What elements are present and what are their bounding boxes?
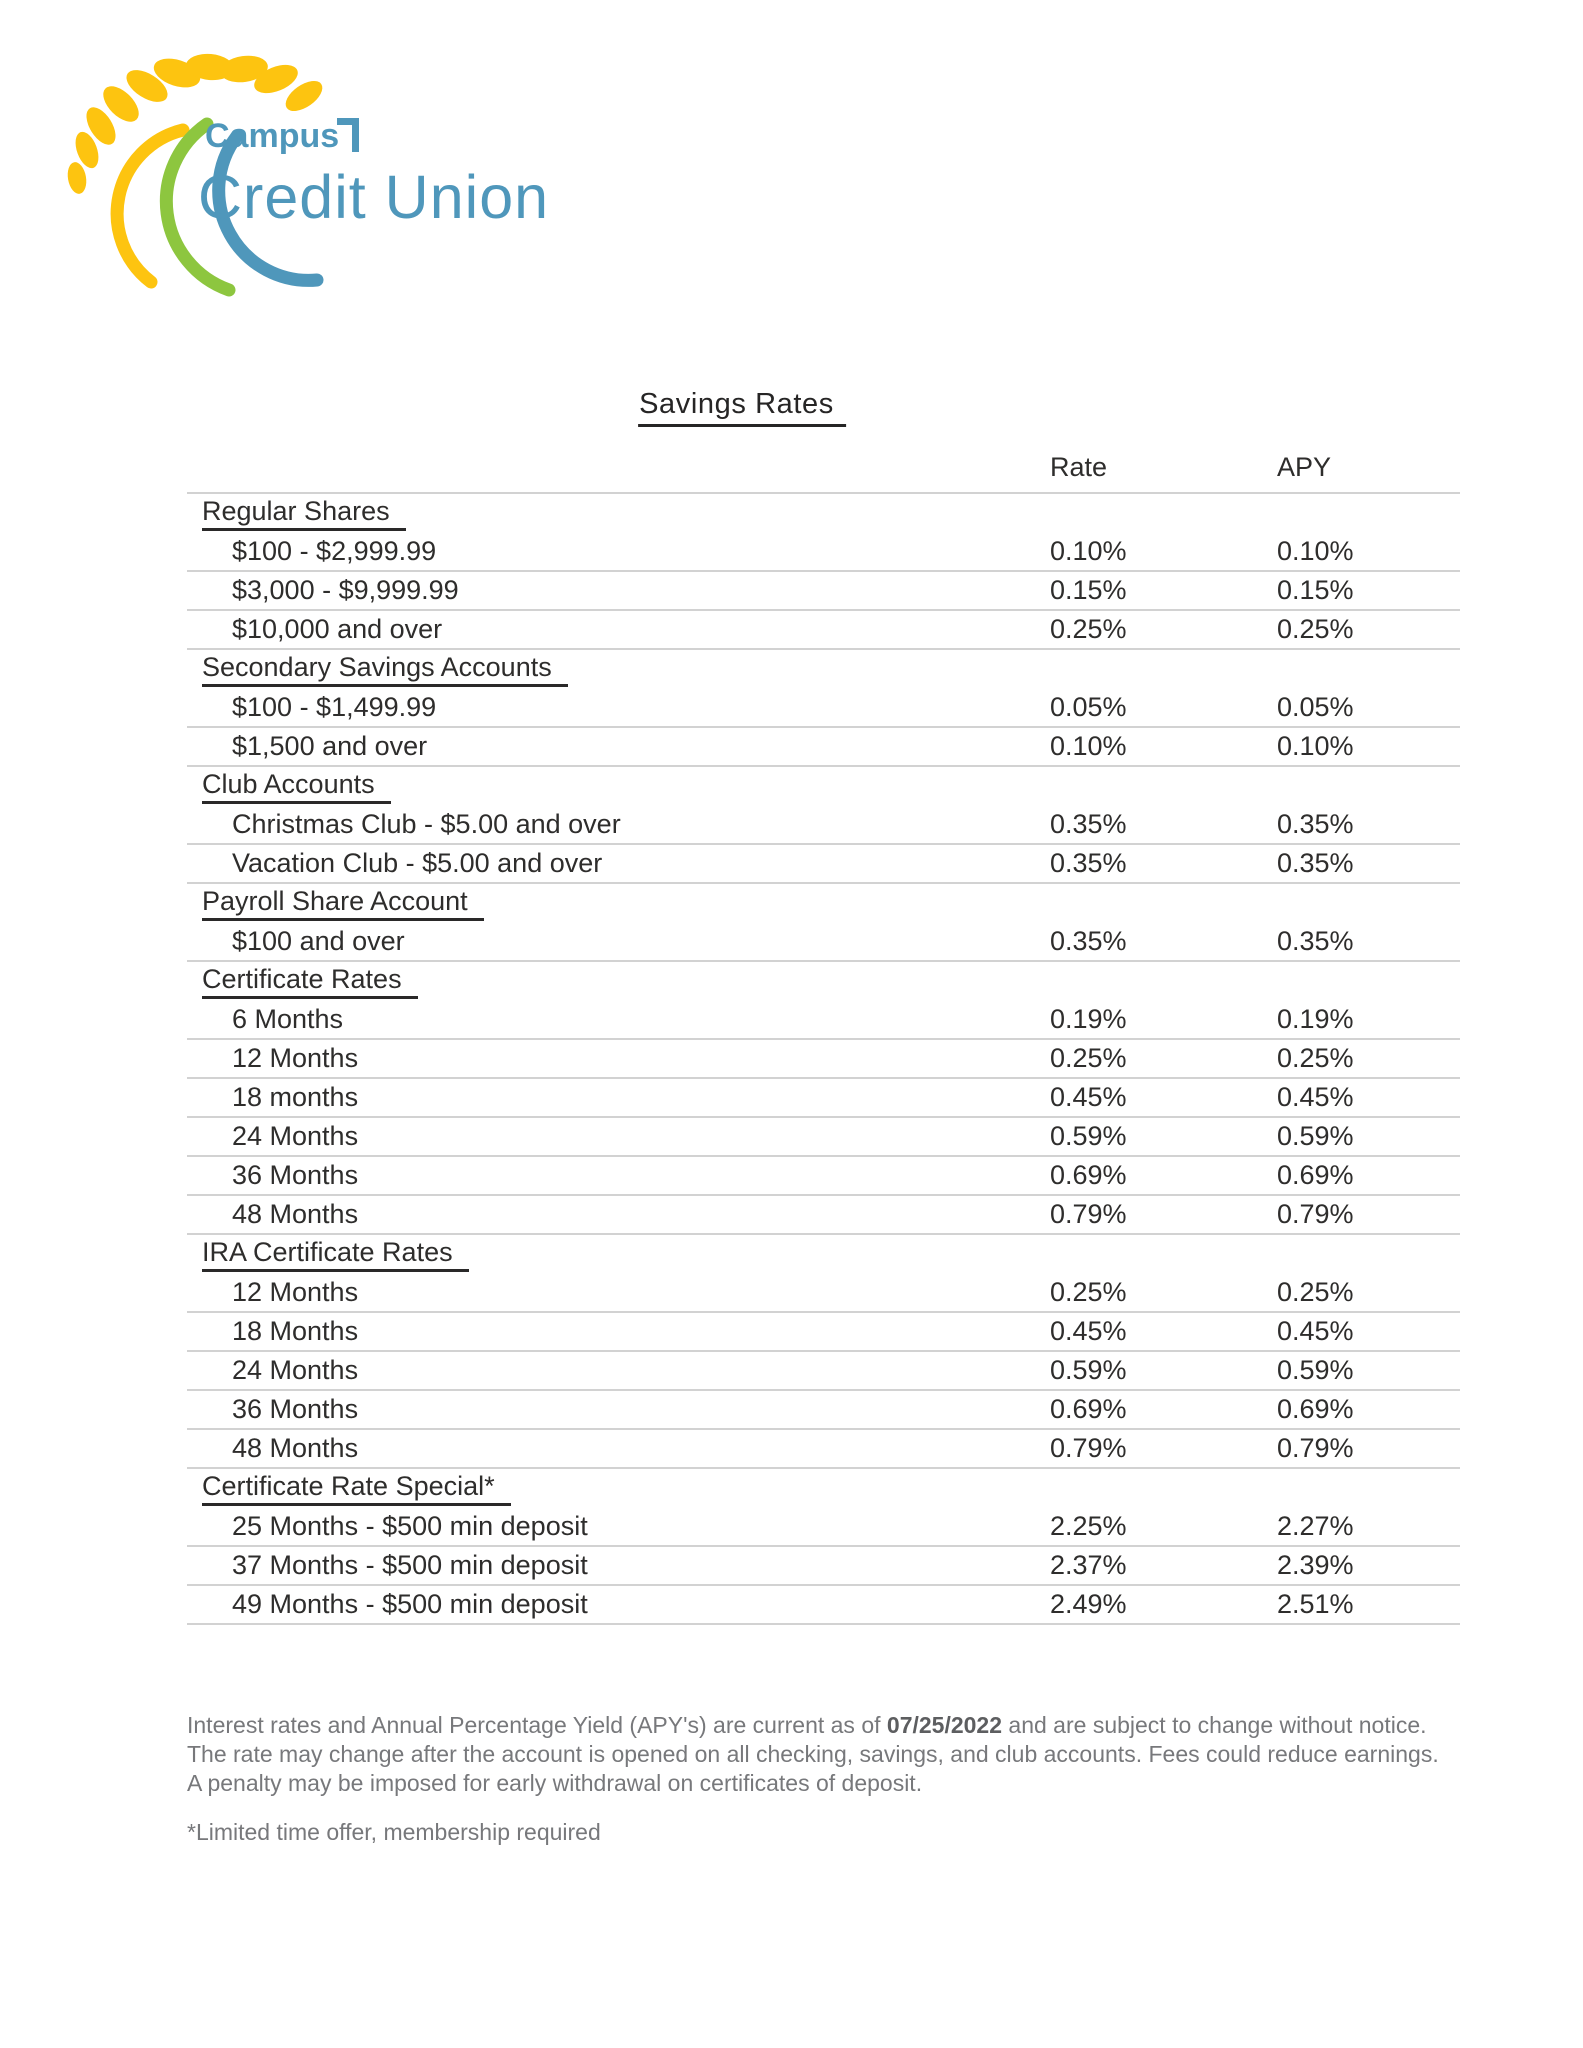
apy-value: 0.35% — [1277, 848, 1354, 878]
section-header — [187, 884, 1460, 923]
rate-value: 0.25% — [1050, 1043, 1127, 1073]
section-title: Secondary Savings Accounts — [202, 652, 568, 687]
row-label: 24 Months — [232, 1355, 359, 1385]
table-row — [187, 1508, 1460, 1547]
rate-value: 0.35% — [1050, 848, 1127, 878]
apy-value: 2.27% — [1277, 1511, 1354, 1541]
table-row — [187, 533, 1460, 572]
table-row — [187, 1586, 1460, 1625]
apy-value: 0.25% — [1277, 1043, 1354, 1073]
table-row — [187, 923, 1460, 962]
campus-credit-union-logo — [55, 46, 615, 298]
rate-value: 0.19% — [1050, 1004, 1127, 1034]
rate-column-header: Rate — [1050, 452, 1108, 482]
row-label: 12 Months — [232, 1277, 359, 1307]
section-title: IRA Certificate Rates — [202, 1237, 469, 1272]
apy-value: 0.69% — [1277, 1394, 1354, 1424]
apy-value: 0.05% — [1277, 692, 1354, 722]
page-title — [638, 388, 846, 427]
flag-icon — [337, 118, 359, 152]
apy-value: 0.79% — [1277, 1199, 1354, 1229]
apy-value: 0.79% — [1277, 1433, 1354, 1463]
table-row — [187, 1157, 1460, 1196]
rate-value: 0.25% — [1050, 614, 1127, 644]
apy-value: 0.10% — [1277, 731, 1354, 761]
rate-value: 0.45% — [1050, 1082, 1127, 1112]
rate-value: 2.49% — [1050, 1589, 1127, 1619]
apy-value: 0.25% — [1277, 614, 1354, 644]
disclaimer-text-before-date: Interest rates and Annual Percentage Yield (APY's) are current as of — [187, 1712, 887, 1738]
row-label: 12 Months — [232, 1043, 359, 1073]
table-row — [187, 1196, 1460, 1235]
row-label: 18 months — [232, 1082, 359, 1112]
table-row — [187, 1391, 1460, 1430]
row-label: $10,000 and over — [232, 614, 443, 644]
table-row — [187, 1274, 1460, 1313]
disclaimer-date: 07/25/2022 — [886, 1712, 1003, 1738]
apy-value: 0.35% — [1277, 926, 1354, 956]
table-row — [187, 1352, 1460, 1391]
table-row — [187, 1040, 1460, 1079]
rate-value: 2.37% — [1050, 1550, 1127, 1580]
rate-value: 0.35% — [1050, 809, 1127, 839]
row-label: 48 Months — [232, 1433, 359, 1463]
section-header — [187, 767, 1460, 806]
table-row — [187, 1001, 1460, 1040]
section-header — [187, 494, 1460, 533]
table-header-row — [187, 446, 1460, 494]
row-label: 37 Months - $500 min deposit — [232, 1550, 588, 1580]
table-row — [187, 728, 1460, 767]
section-title: Certificate Rates — [202, 964, 418, 999]
apy-value: 0.45% — [1277, 1316, 1354, 1346]
apy-value: 0.19% — [1277, 1004, 1354, 1034]
apy-value: 0.69% — [1277, 1160, 1354, 1190]
apy-value: 0.35% — [1277, 809, 1354, 839]
apy-value: 2.51% — [1277, 1589, 1354, 1619]
apy-column-header: APY — [1277, 452, 1332, 482]
limited-offer-footnote: *Limited time offer, membership required — [187, 1819, 601, 1845]
row-label: $1,500 and over — [232, 731, 428, 761]
section-header — [187, 1235, 1460, 1274]
row-label: 36 Months — [232, 1160, 359, 1190]
row-label: $100 and over — [232, 926, 405, 956]
table-row — [187, 572, 1460, 611]
rate-value: 0.69% — [1050, 1160, 1127, 1190]
rate-value: 0.79% — [1050, 1433, 1127, 1463]
rate-value: 0.25% — [1050, 1277, 1127, 1307]
row-label: 36 Months — [232, 1394, 359, 1424]
section-title: Payroll Share Account — [202, 886, 484, 921]
table-row — [187, 1547, 1460, 1586]
apy-value: 0.45% — [1277, 1082, 1354, 1112]
row-label: 18 Months — [232, 1316, 359, 1346]
disclaimer-text-after-date: and are subject to change without notice. The rate may change after the account is opened on all checking, savings, and club accounts. Fees could reduce earnings. A penalty may be imposed for early withdrawal on certificates of deposit. — [187, 1712, 1439, 1796]
rate-value: 0.10% — [1050, 536, 1127, 566]
row-label: 24 Months — [232, 1121, 359, 1151]
rate-value: 0.59% — [1050, 1121, 1127, 1151]
rate-value: 0.05% — [1050, 692, 1127, 722]
table-row — [187, 1079, 1460, 1118]
rate-value: 0.59% — [1050, 1355, 1127, 1385]
row-label: 6 Months — [232, 1004, 344, 1034]
row-label: 49 Months - $500 min deposit — [232, 1589, 588, 1619]
rate-value: 2.25% — [1050, 1511, 1127, 1541]
table-row — [187, 689, 1460, 728]
empty-header-cell — [187, 446, 1050, 452]
section-header — [187, 650, 1460, 689]
rates-table — [187, 446, 1460, 1625]
table-row — [187, 1430, 1460, 1469]
rate-value: 0.45% — [1050, 1316, 1127, 1346]
row-label: Vacation Club - $5.00 and over — [232, 848, 603, 878]
rate-value: 0.79% — [1050, 1199, 1127, 1229]
section-title: Club Accounts — [202, 769, 391, 804]
table-row — [187, 1313, 1460, 1352]
table-row — [187, 1118, 1460, 1157]
section-title: Certificate Rate Special* — [202, 1471, 511, 1506]
row-label: $100 - $1,499.99 — [232, 692, 437, 722]
row-label: 25 Months - $500 min deposit — [232, 1511, 588, 1541]
rate-value: 0.15% — [1050, 575, 1127, 605]
rates-disclaimer — [187, 1711, 1443, 1798]
rate-value: 0.35% — [1050, 926, 1127, 956]
brand-name-top: Campus — [205, 117, 340, 155]
row-label: 48 Months — [232, 1199, 359, 1229]
apy-value: 0.59% — [1277, 1355, 1354, 1385]
page-title-text: Savings Rates — [638, 388, 846, 427]
rate-value: 0.10% — [1050, 731, 1127, 761]
apy-value: 0.10% — [1277, 536, 1354, 566]
section-header — [187, 962, 1460, 1001]
apy-value: 0.25% — [1277, 1277, 1354, 1307]
rate-value: 0.69% — [1050, 1394, 1127, 1424]
table-row — [187, 611, 1460, 650]
apy-value: 2.39% — [1277, 1550, 1354, 1580]
table-row — [187, 845, 1460, 884]
brand-name-bottom: Credit Union — [198, 163, 550, 231]
section-title: Regular Shares — [202, 496, 406, 531]
row-label: $3,000 - $9,999.99 — [232, 575, 459, 605]
row-label: Christmas Club - $5.00 and over — [232, 809, 621, 839]
apy-value: 0.59% — [1277, 1121, 1354, 1151]
row-label: $100 - $2,999.99 — [232, 536, 437, 566]
table-row — [187, 806, 1460, 845]
apy-value: 0.15% — [1277, 575, 1354, 605]
section-header — [187, 1469, 1460, 1508]
